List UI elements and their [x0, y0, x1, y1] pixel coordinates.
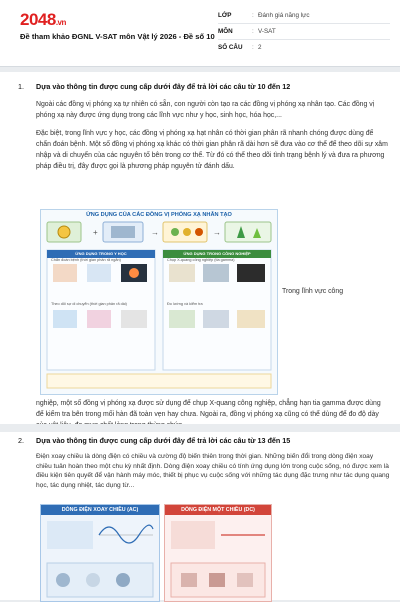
meta-key: MÔN — [218, 28, 233, 35]
question-heading-text: Dựa vào thông tin được cung cấp dưới đây để trả lời các câu từ 13 đến 15 — [36, 436, 291, 445]
logo-suffix: .vn — [55, 18, 66, 27]
dc-current-panel — [164, 504, 272, 602]
industry-item-2: Đo lường và kiểm tra — [167, 302, 203, 306]
infographic-title: ỨNG DỤNG CỦA CÁC ĐỒNG VỊ PHÓNG XẠ NHÂN TẠO — [86, 212, 232, 218]
ac-current-panel — [40, 504, 160, 602]
industry-item-1: Chụp X-quang công nghiệp (tia gamma) — [167, 258, 235, 262]
medicine-section-label: ỨNG DỤNG TRONG Y HỌC — [75, 251, 127, 256]
question-number: 1. — [18, 82, 24, 91]
question-paragraph: Ngoài các đồng vị phóng xạ tự nhiên có sẵn, con người còn tạo ra các đồng vị phóng xạ nhân tạo. Các đồng vị phóng xạ này được ứng dụng trong các lĩnh vực như y học, sinh học, hóa học,... — [36, 101, 375, 119]
meta-key: LỚP — [218, 12, 232, 19]
meta-row-subject — [218, 24, 390, 40]
meta-row-count — [218, 40, 390, 55]
exam-content-2 — [0, 432, 400, 600]
question-divider — [0, 424, 400, 432]
question-paragraph: Đặc biệt, trong lĩnh vực y học, các đồng vị phóng xạ hạt nhân có thời gian phân rã nhanh chóng được dùng để chẩn đoán bệnh. Một số đồng vị phóng xạ khác có thời gian phân rã dài hơn sẽ đưa vào cơ thể để theo dõi sự xâm nhập và di chuyển của các nguyên tố bên trong cơ thể. Từ đó có thể theo dõi tình trạng bệnh lý và đưa ra phương pháp điều trị, đây được gọi là phương pháp nguyên tử đánh dấu. — [36, 130, 388, 170]
site-logo[interactable] — [20, 10, 66, 30]
question-paragraph-continued: nghiệp, một số đồng vị phóng xạ được sử dụng để chụp X-quang công nghiệp, chẳng hạn tia gamma được dùng để kiểm tra bên trong mối hàn đã toàn vẹn hay chưa. Ngoài ra, đồng vị phóng xạ cũng có thể dùng để đo độ dày — [36, 400, 381, 418]
question-heading — [18, 436, 390, 445]
ac-sine-wave — [41, 515, 159, 601]
radioisotope-infographic — [40, 209, 278, 395]
medicine-item-2: Theo dõi sự di chuyển (thời gian phân rã dài) — [51, 302, 127, 306]
exam-meta-table — [218, 8, 390, 55]
meta-value: V-SAT — [258, 28, 276, 35]
meta-value: 2 — [258, 44, 262, 51]
svg-text:→: → — [213, 228, 221, 237]
ac-panel-title: DÒNG ĐIỆN XOAY CHIỀU (AC) — [41, 505, 159, 515]
meta-row-class — [218, 8, 390, 24]
meta-value: Đánh giá năng lực — [258, 12, 310, 19]
question-paragraph: Điện xoay chiều là dòng điện có chiều và cường độ biến thiên trong thời gian. Những biến đổi trong dòng điện xoay chiều tuân hoàn theo một chu kỳ nhất định. Dòng điện xoay chiều có tính ứng dụng lớn trong cuộc sống, nó được xem là điều kiện tiên quyết để vận hành máy móc, thiết bị phục vụ cuộc sống với những tác dụng đặc trưng như tác dụng quang học, tác dụng nhiệt, tác dụng từ... — [36, 453, 390, 489]
question-block-2 — [18, 436, 390, 490]
dc-flat-line — [165, 515, 271, 601]
dc-panel-title: DÒNG ĐIỆN MỘT CHIỀU (DC) — [165, 505, 271, 515]
question-block-1 — [18, 82, 390, 172]
question-heading-text: Dựa vào thông tin được cung cấp dưới đây để trả lời các câu từ 10 đến 12 — [36, 82, 291, 91]
medicine-item-1: Chẩn đoán bệnh (thời gian phân rã ngắn) — [51, 258, 121, 262]
meta-separator: : — [252, 28, 254, 35]
question-number: 2. — [18, 436, 24, 445]
page-header — [0, 0, 400, 67]
logo-main: 2048 — [20, 10, 56, 29]
meta-separator: : — [252, 44, 254, 51]
figure-side-text: Trong lĩnh vực công — [282, 288, 344, 295]
meta-key: SỐ CÂU — [218, 44, 243, 51]
meta-separator: : — [252, 12, 254, 19]
question-heading — [18, 82, 390, 91]
svg-text:→: → — [151, 228, 159, 237]
svg-text:+: + — [93, 228, 98, 237]
document-title: Đề tham khảo ĐGNL V-SAT môn Vật lý 2026 - Đề số 10 — [20, 32, 215, 41]
industry-section-label: ỨNG DỤNG TRONG CÔNG NGHIỆP — [183, 251, 251, 256]
